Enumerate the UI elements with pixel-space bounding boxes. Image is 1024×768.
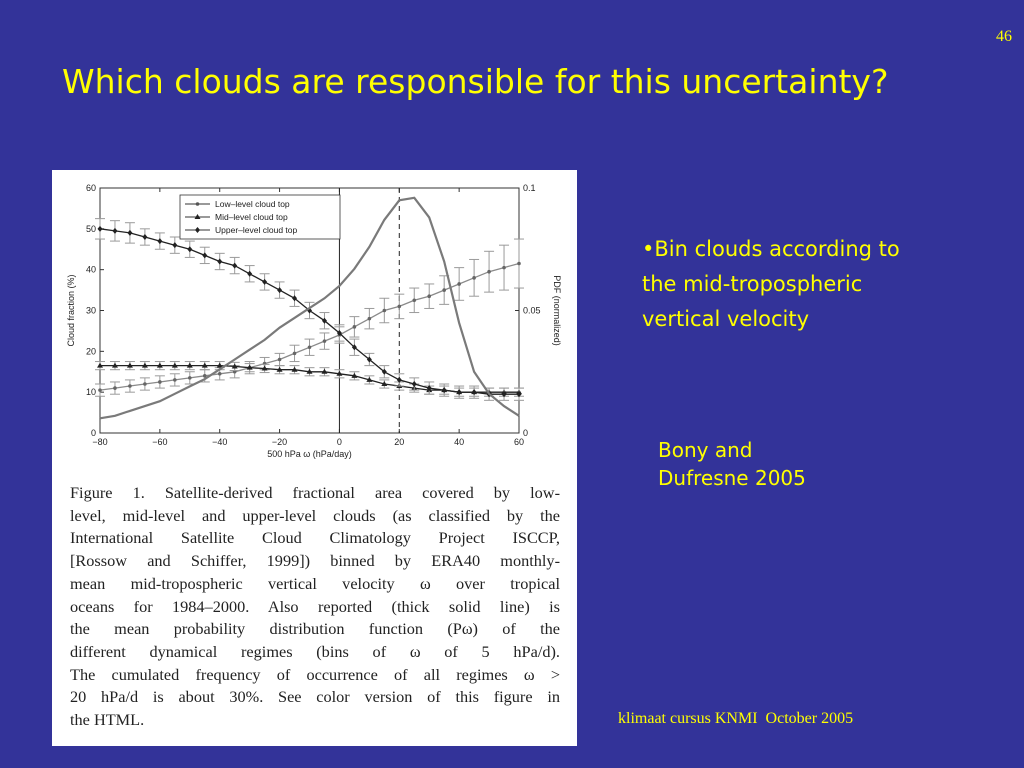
data-point <box>158 380 162 384</box>
data-point <box>353 325 357 329</box>
legend-entry: Upper–level cloud top <box>215 225 298 235</box>
data-point <box>472 389 477 395</box>
caption-line: level, mid-level and upper-level clouds (as classified by the <box>70 505 560 525</box>
data-point <box>202 252 207 258</box>
y-tick-label: 20 <box>85 346 96 357</box>
footer: klimaat cursus KNMI October 2005 <box>618 710 854 727</box>
y-tick-label: 40 <box>85 264 96 275</box>
data-point <box>383 309 387 313</box>
x-tick-label: −80 <box>92 437 108 447</box>
data-point <box>173 378 177 382</box>
y-tick-label: 30 <box>85 305 96 316</box>
data-point <box>502 266 506 270</box>
y-tick-label: 0 <box>90 428 96 438</box>
bullet-line-3: vertical velocity <box>642 307 810 331</box>
y-axis-label: Cloud fraction (%) <box>66 274 76 347</box>
y2-tick-label: 0 <box>523 428 529 438</box>
data-point <box>157 238 162 244</box>
data-point <box>98 226 103 232</box>
caption-line: oceans for 1984–2000. Also reported (thick solid line) is <box>70 596 560 616</box>
caption-line: The cumulated frequency of occurrence of all regimes ω > <box>70 664 560 684</box>
data-point <box>262 279 267 285</box>
data-point <box>172 242 177 248</box>
data-point <box>112 228 117 234</box>
y-tick-label: 10 <box>85 387 96 398</box>
caption-line: mean mid-tropospheric vertical velocity ω over tropical <box>70 573 560 593</box>
data-point <box>232 263 237 269</box>
data-point <box>487 270 491 274</box>
figure-panel <box>52 170 577 746</box>
caption-line: Figure 1. Satellite-derived fractional area covered by low- <box>70 483 560 502</box>
caption-line: 20 hPa/d is about 30%. See color version of this figure in <box>70 687 560 707</box>
data-point <box>247 271 252 277</box>
data-point <box>187 246 192 252</box>
cloud-fraction-chart <box>52 170 577 470</box>
data-point <box>457 282 461 286</box>
reference-line-1: Bony and <box>658 438 753 462</box>
data-point <box>278 358 282 362</box>
data-point <box>427 294 431 298</box>
bullet-line-2: the mid-tropospheric <box>642 272 863 296</box>
data-point <box>127 230 132 236</box>
slide-number: 46 <box>996 28 1012 45</box>
data-point <box>188 376 192 380</box>
caption-line: [Rossow and Schiffer, 1999]) binned by ERA40 monthly- <box>70 551 560 571</box>
data-point <box>368 317 372 321</box>
caption-line: International Satellite Cloud Climatology Project ISCCP, <box>70 528 560 548</box>
bullet-line-1: •Bin clouds according to <box>642 237 900 261</box>
slide-title: Which clouds are responsible for this uncertainty? <box>62 62 889 101</box>
x-tick-label: 0 <box>336 437 342 447</box>
reference-line-2: Dufresne 2005 <box>658 466 806 490</box>
data-point <box>217 259 222 265</box>
data-point <box>517 262 521 266</box>
legend-marker <box>196 202 200 206</box>
caption-line: different dynamical regimes (bins of ω of 5 hPa/d). <box>70 641 560 661</box>
bullet-text <box>642 232 972 337</box>
data-point <box>98 388 102 392</box>
x-tick-label: −40 <box>212 437 228 447</box>
data-point <box>293 352 297 356</box>
x-tick-label: 20 <box>394 437 405 447</box>
data-point <box>128 384 132 388</box>
caption-line: the mean probability distribution function (Pω) of the <box>70 619 560 639</box>
data-point <box>397 305 401 309</box>
x-tick-label: 60 <box>513 437 525 447</box>
y2-tick-label: 0.05 <box>523 305 541 316</box>
data-point <box>142 234 147 240</box>
data-point <box>457 389 462 395</box>
x-tick-label: −20 <box>271 437 288 447</box>
legend-entry: Mid–level cloud top <box>215 212 288 222</box>
figure-caption <box>70 482 560 732</box>
data-point <box>113 386 117 390</box>
data-point <box>308 345 312 349</box>
y-tick-label: 50 <box>85 223 96 234</box>
data-point <box>323 339 327 343</box>
data-point <box>442 288 446 292</box>
data-point <box>218 372 222 376</box>
reference <box>658 436 806 492</box>
x-tick-label: −60 <box>152 437 168 447</box>
data-point <box>412 381 417 387</box>
data-point <box>412 298 416 302</box>
y2-axis-label: PDF (normalized) <box>552 275 562 346</box>
data-point <box>143 382 147 386</box>
data-point <box>442 387 447 393</box>
x-tick-label: 40 <box>454 437 465 447</box>
caption-line: the HTML. <box>70 710 145 730</box>
y-tick-label: 60 <box>85 183 96 193</box>
data-point <box>277 287 282 293</box>
legend-entry: Low–level cloud top <box>215 199 290 209</box>
data-point <box>472 276 476 280</box>
x-axis-label: 500 hPa ω (hPa/day) <box>267 449 352 459</box>
y2-tick-label: 0.1 <box>523 183 536 193</box>
